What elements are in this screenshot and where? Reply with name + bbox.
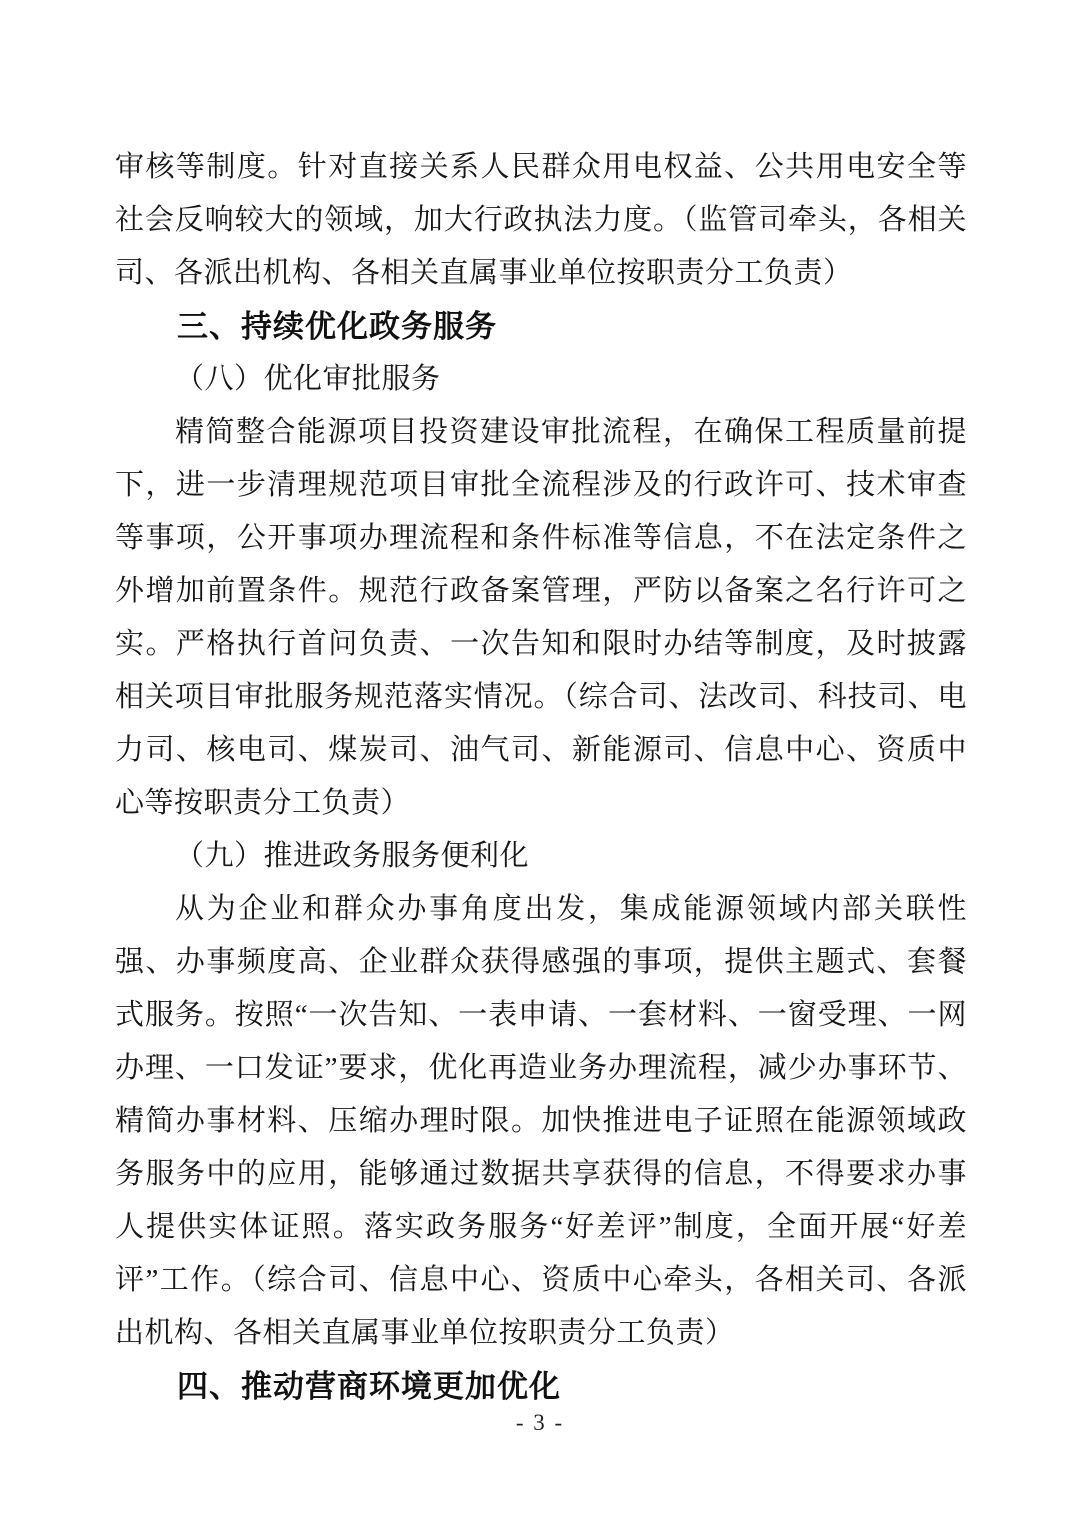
approval-service-paragraph: 精简整合能源项目投资建设审批流程，在确保工程质量前提下，进一步清理规范项目审批全流程涉及的行政许可、技术审查等事项，公开事项办理流程和条件标准等信息，不在法定条件之外增加前置条件。规范行政备案管理，严防以备案之名行许可之实。严格执行首问负责、一次告知和限时办结等制度，及时披露相关项目审批服务规范落实情况。（综合司、法改司、科技司、电力司、核电司、煤炭司、油气司、新能源司、信息中心、资质中心等按职责分工负责） (115, 416, 967, 819)
subsection-heading-9: （九）推进政务服务便利化 (175, 840, 530, 872)
subsection-heading-8: （八）优化审批服务 (175, 363, 441, 395)
document-body (115, 141, 967, 1413)
service-convenience-paragraph: 从为企业和群众办事角度出发，集成能源领域内部关联性强、办事频度高、企业群众获得感强的事项，提供主题式、套餐式服务。按照“一次告知、一表申请、一套材料、一窗受理、一网办理、一口发证”要求，优化再造业务办理流程，减少办事环节、精简办事材料、压缩办理时限。加快推进电子证照在能源领域政务服务中的应用，能够通过数据共享获得的信息，不得要求办事人提供实体证照。落实政务服务“好差评”制度，全面开展“好差评”工作。（综合司、信息中心、资质中心牵头，各相关司、各派出机构、各相关直属事业单位按职责分工负责） (115, 893, 967, 1349)
section-heading-3: 三、持续优化政务服务 (177, 309, 497, 344)
page-number: - 3 - (515, 1410, 565, 1435)
continuation-paragraph: 审核等制度。针对直接关系人民群众用电权益、公共用电安全等社会反响较大的领域，加大行政执法力度。（监管司牵头，各相关司、各派出机构、各相关直属事业单位按职责分工负责） (115, 151, 967, 289)
section-heading-4: 四、推动营商环境更加优化 (177, 1369, 561, 1404)
